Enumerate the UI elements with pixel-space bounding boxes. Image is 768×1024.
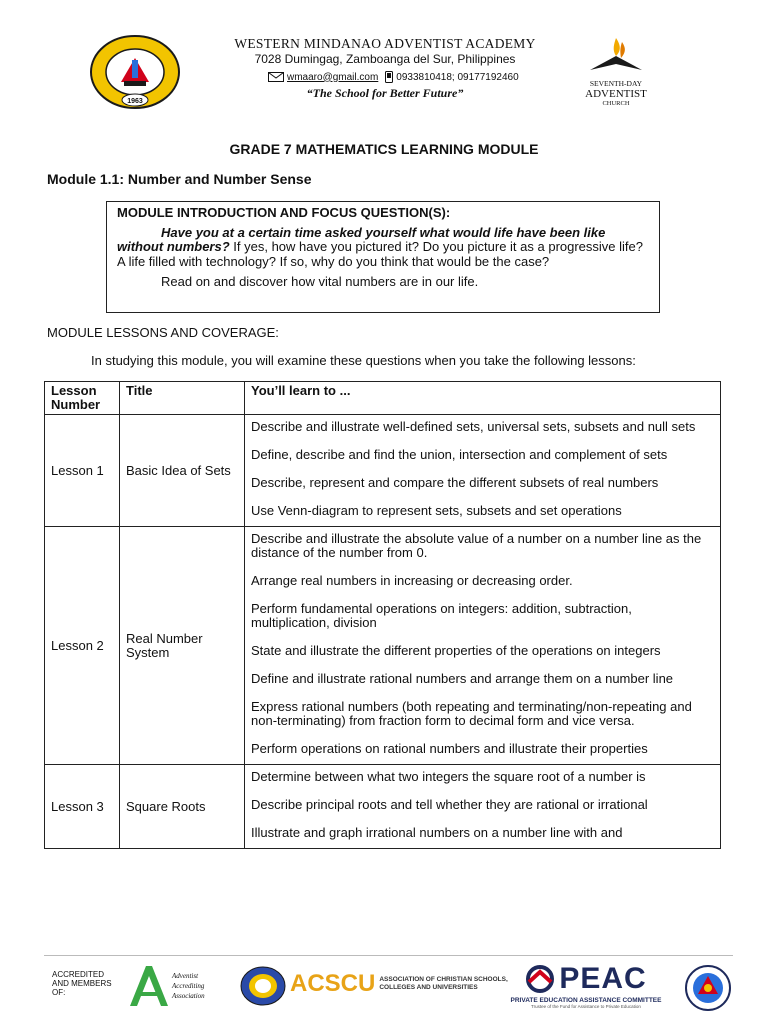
school-name: WESTERN MINDANAO ADVENTIST ACADEMY <box>234 36 536 51</box>
acscu-wordmark: ACSCU <box>290 970 376 997</box>
focus-question: Have you at a certain time asked yourself what would life have been like without numbers? <box>117 224 606 254</box>
svg-text:Association: Association <box>172 992 205 1000</box>
adventist-church-logo <box>576 34 656 110</box>
study-line: In studying this module, you will examine these questions when you take the following lessons: <box>91 353 636 368</box>
module-subtitle: Module 1.1: Number and Number Sense <box>47 171 312 187</box>
svg-text:1963: 1963 <box>127 98 143 105</box>
table-header-row <box>45 382 721 415</box>
intro-read-line: Read on and discover how vital numbers are in our life. <box>161 274 479 289</box>
school-address: 7028 Dumingag, Zamboanga del Sur, Philippines <box>254 52 516 66</box>
title-cell: Square Roots <box>120 765 245 849</box>
list-item: Define and illustrate rational numbers and arrange them on a number line <box>251 671 674 686</box>
aaa-logo <box>128 964 218 1008</box>
peac-emblem-icon <box>525 964 555 994</box>
coverage-heading: MODULE LESSONS AND COVERAGE: <box>47 325 279 340</box>
deped-seal-icon <box>684 964 732 1012</box>
envelope-icon <box>268 72 284 82</box>
list-item: Define, describe and find the union, intersection and complement of sets <box>251 447 668 462</box>
lessons-table <box>44 381 721 849</box>
peac-wordmark: PEAC <box>559 962 647 995</box>
peac-logo <box>498 962 674 1009</box>
svg-text:Adventist: Adventist <box>172 972 199 980</box>
svg-text:Accrediting: Accrediting <box>172 982 205 990</box>
module-main-title: GRADE 7 MATHEMATICS LEARNING MODULE <box>229 141 539 157</box>
accredited-label: ACCREDITED AND MEMBERS OF: <box>52 970 112 997</box>
table-row <box>45 765 721 849</box>
intro-box <box>106 201 660 313</box>
school-motto: “The School for Better Future” <box>306 86 464 100</box>
lesson-cell: Lesson 1 <box>45 415 120 527</box>
lesson-cell: Lesson 3 <box>45 765 120 849</box>
list-item: Perform fundamental operations on integers: addition, subtraction, multiplication, division <box>251 601 632 630</box>
learn-cell <box>245 527 721 765</box>
intro-rest: If yes, how have you pictured it? Do you picture it as a progressive life? A life filled with technology? If so, why do you think that would be the case? <box>117 239 643 269</box>
table-row <box>45 415 721 527</box>
header-learn: You’ll learn to ... <box>245 382 721 415</box>
list-item: Perform operations on rational numbers and illustrate their properties <box>251 741 648 756</box>
svg-text:SEVENTH-DAY: SEVENTH-DAY <box>589 79 643 88</box>
phone-icon <box>385 71 393 83</box>
list-item: Describe and illustrate the absolute value of a number on a number line as the distance of the number from 0. <box>251 531 702 560</box>
acscu-fullname: ASSOCIATION OF CHRISTIAN SCHOOLS, COLLEGES AND UNIVERSITIES <box>379 976 508 991</box>
svg-text:ADVENTIST: ADVENTIST <box>585 88 647 100</box>
title-cell: Basic Idea of Sets <box>120 415 245 527</box>
title-cell: Real Number System <box>120 527 245 765</box>
list-item: Use Venn-diagram to represent sets, subsets and set operations <box>251 503 622 518</box>
header-title: Title <box>120 382 245 415</box>
list-item: Determine between what two integers the square root of a number is <box>251 769 646 784</box>
svg-text:CHURCH: CHURCH <box>602 100 630 107</box>
list-item: Illustrate and graph irrational numbers on a number line with and <box>251 825 623 840</box>
intro-heading: MODULE INTRODUCTION AND FOCUS QUESTION(S): <box>117 205 451 220</box>
list-item: Arrange real numbers in increasing or decreasing order. <box>251 573 573 588</box>
learn-cell <box>245 765 721 849</box>
acscu-logo <box>290 970 508 998</box>
learn-cell <box>245 415 721 527</box>
phone-numbers: 0933810418; 09177192460 <box>396 71 519 83</box>
school-contact <box>268 71 519 83</box>
email-link[interactable]: wmaaro@gmail.com <box>287 71 379 83</box>
school-seal-logo <box>88 34 182 110</box>
peac-fullname: PRIVATE EDUCATION ASSISTANCE COMMITTEE <box>510 997 662 1004</box>
list-item: Describe, represent and compare the different subsets of real numbers <box>251 475 659 490</box>
intro-paragraph <box>117 226 649 270</box>
list-item: Describe and illustrate well-defined sets, universal sets, subsets and null sets <box>251 419 696 434</box>
lesson-cell: Lesson 2 <box>45 527 120 765</box>
list-item: State and illustrate the different properties of the operations on integers <box>251 643 661 658</box>
peac-subtitle: Trustee of the Fund for Assistance to Private Education <box>531 1004 641 1009</box>
acscu-seal-icon <box>240 966 286 1006</box>
table-row <box>45 527 721 765</box>
list-item: Describe principal roots and tell whether they are rational or irrational <box>251 797 648 812</box>
header-lesson-number: Lesson Number <box>45 382 120 415</box>
footer-divider <box>44 955 733 956</box>
list-item: Express rational numbers (both repeating and terminating/non-repeating and non-terminating) from fraction form to decimal form and vice versa. <box>251 699 692 728</box>
